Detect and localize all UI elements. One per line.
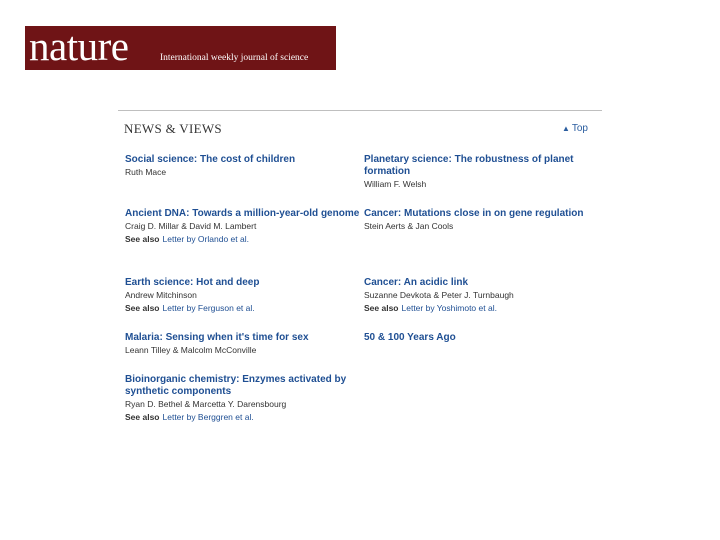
see-also <box>364 303 604 314</box>
see-also-link[interactable]: Letter by Orlando et al. <box>162 234 249 244</box>
article-authors: Craig D. Millar & David M. Lambert <box>125 221 257 231</box>
article-title-link[interactable]: Malaria: Sensing when it's time for sex <box>125 332 309 343</box>
list-item <box>125 277 365 314</box>
see-also <box>125 303 365 314</box>
see-also-link[interactable]: Letter by Ferguson et al. <box>162 303 255 313</box>
see-also <box>125 412 365 423</box>
see-also-label: See also <box>125 412 160 422</box>
see-also-label: See also <box>125 303 160 313</box>
article-title-link[interactable]: Cancer: Mutations close in on gene regulation <box>364 208 584 219</box>
article-authors: Ruth Mace <box>125 167 167 177</box>
article-title-link[interactable]: Ancient DNA: Towards a million-year-old genome <box>125 208 360 219</box>
news-views-section <box>118 110 602 136</box>
list-item <box>125 332 365 356</box>
nature-logo[interactable]: nature <box>29 23 129 69</box>
article-title-link[interactable]: Planetary science: The robustness of planet formation <box>364 154 574 177</box>
masthead <box>25 23 336 70</box>
list-item <box>125 154 365 178</box>
see-also-link[interactable]: Letter by Yoshimoto et al. <box>401 303 497 313</box>
article-authors: Stein Aerts & Jan Cools <box>364 221 454 231</box>
list-item <box>364 332 604 344</box>
triangle-up-icon: ▲ <box>561 124 570 133</box>
article-authors: Suzanne Devkota & Peter J. Turnbaugh <box>364 290 514 300</box>
section-title: NEWS & VIEWS <box>124 121 222 136</box>
masthead-tagline: International weekly journal of science <box>160 53 309 63</box>
list-item <box>125 208 365 245</box>
article-authors: Andrew Mitchinson <box>125 290 197 300</box>
list-item <box>364 154 604 190</box>
list-item <box>364 277 604 314</box>
article-title-link[interactable]: Social science: The cost of children <box>125 154 296 165</box>
article-authors: Leann Tilley & Malcolm McConville <box>125 345 257 355</box>
article-authors: Ryan D. Bethel & Marcetta Y. Darensbourg <box>125 399 287 409</box>
list-item <box>364 208 604 232</box>
article-title-link[interactable]: 50 & 100 Years Ago <box>364 332 456 343</box>
top-label: Top <box>571 123 588 134</box>
article-authors: William F. Welsh <box>364 179 427 189</box>
list-item <box>125 374 365 423</box>
see-also-label: See also <box>125 234 160 244</box>
see-also <box>125 234 365 245</box>
top-link[interactable] <box>562 123 588 134</box>
see-also-link[interactable]: Letter by Berggren et al. <box>162 412 254 422</box>
see-also-label: See also <box>364 303 399 313</box>
article-title-link[interactable]: Cancer: An acidic link <box>364 277 469 288</box>
article-title-link[interactable]: Bioinorganic chemistry: Enzymes activated by synthetic components <box>125 374 347 397</box>
article-title-link[interactable]: Earth science: Hot and deep <box>125 277 260 288</box>
